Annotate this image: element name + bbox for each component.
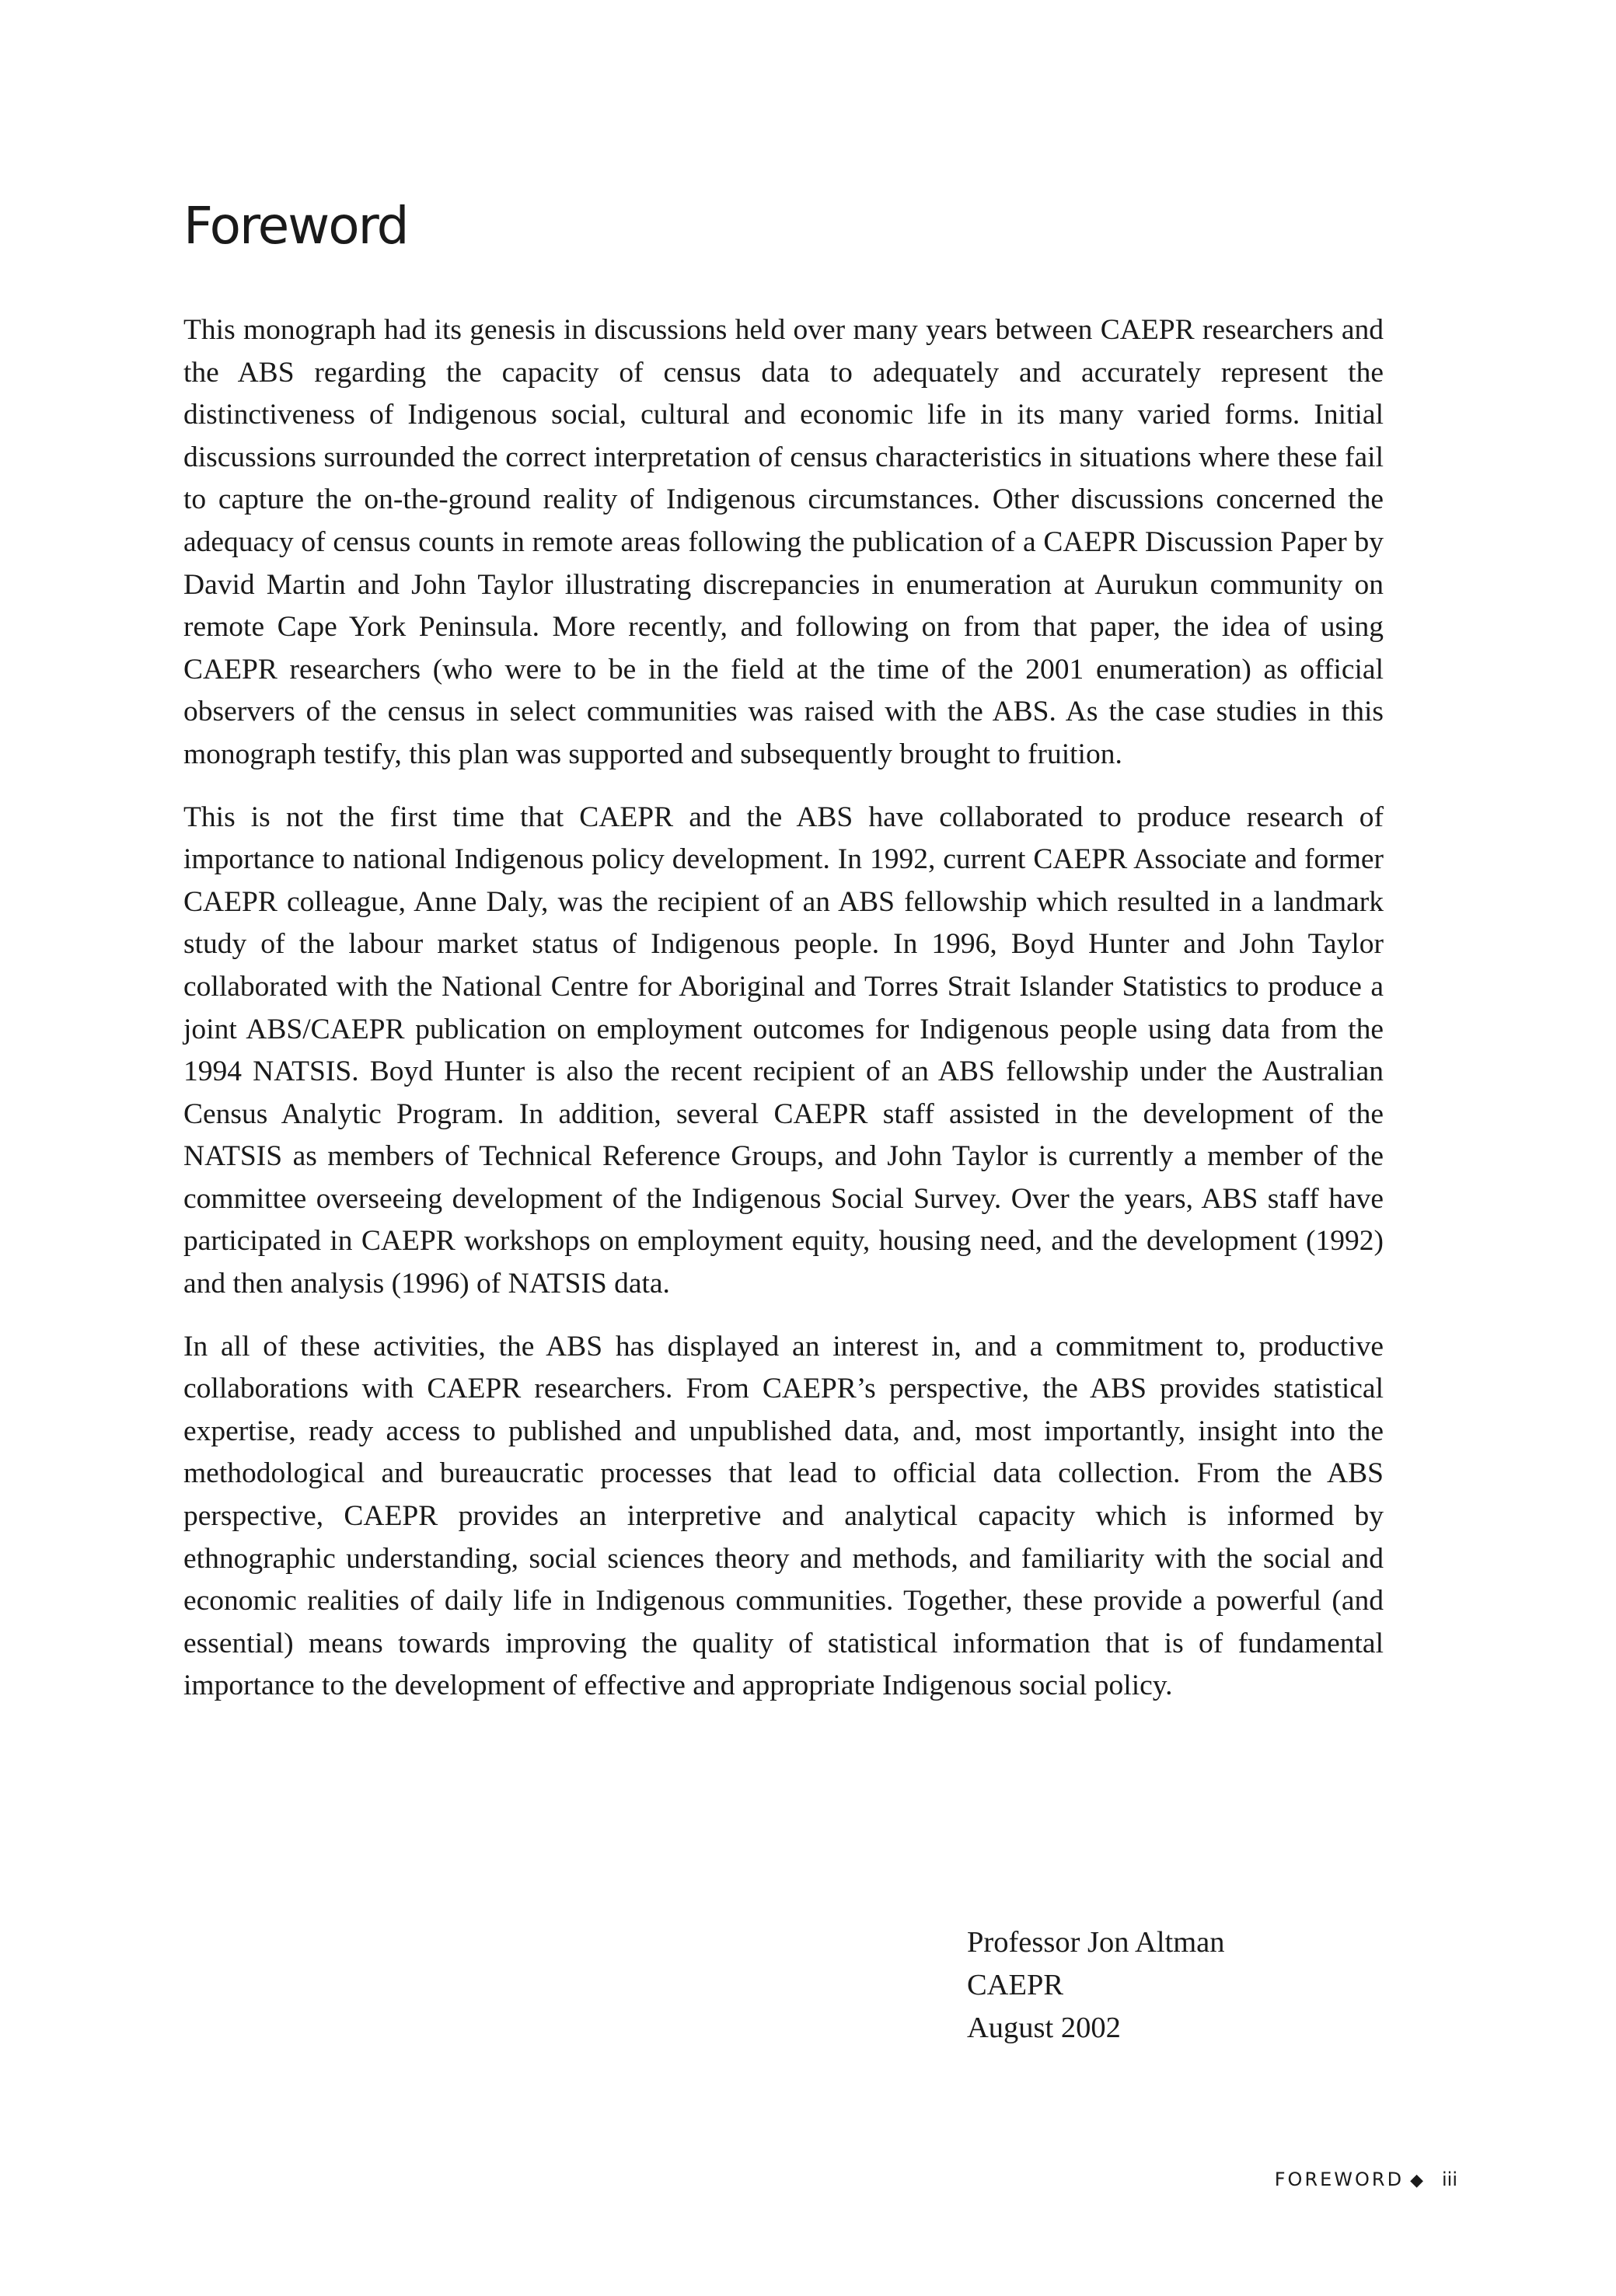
page-number: iii [1441,2169,1457,2190]
body-text [183,309,1384,1728]
page-title: Foreword [183,196,408,256]
diamond-icon: ◆ [1410,2171,1423,2190]
page-footer [1275,2170,1457,2190]
signature-date: August 2002 [967,2012,1121,2044]
footer-section-label: FOREWORD [1274,2169,1405,2190]
paragraph: In all of these activities, the ABS has displayed an interest in, and a commitment to, productive collaborations with CAEPR researchers. From CAEPR’s perspective, the ABS provides statistical expertise, ready access to published and unpublished data, and, most importantly, insight into the methodological and bureaucratic processes that lead to official data collection. From the ABS perspective, CAEPR provides an interpretive and analytical capacity which is informed by ethnographic understanding, social sciences theory and methods, and familiarity with the social and economic realities of daily life in Indigenous communities. Together, these provide a powerful (and essential) means towards improving the quality of statistical information that is of fundamental importance to the development of effective and appropriate Indigenous social policy. [183,1330,1384,1702]
paragraph: This is not the first time that CAEPR and the ABS have collaborated to produce research of importance to national Indigenous policy development. In 1992, current CAEPR Associate and former CAEPR colleague, Anne Daly, was the recipient of an ABS fellowship which resulted in a landmark study of the labour market status of Indigenous people. In 1996, Boyd Hunter and John Taylor collaborated with the National Centre for Aboriginal and Torres Strait Islander Statistics to produce a joint ABS/CAEPR publication on employment outcomes for Indigenous people using data from the 1994 NATSIS. Boyd Hunter is also the recent recipient of an ABS fellowship under the Australian Census Analytic Program. In addition, several CAEPR staff assisted in the development of the NATSIS as members of Technical Reference Groups, and John Taylor is currently a member of the committee overseeing development of the Indigenous Social Survey. Over the years, ABS staff have participated in CAEPR workshops on employment equity, housing need, and the development (1992) and then analysis (1996) of NATSIS data. [183,801,1384,1300]
signature-name: Professor Jon Altman [967,1926,1225,1959]
paragraph: This monograph had its genesis in discussions held over many years between CAEPR researchers and the ABS regarding the capacity of census data to adequately and accurately represent the distinctiveness of Indigenous social, cultural and economic life in its many varied forms. Initial discussions surrounded the correct interpretation of census characteristics in situations where these fail to capture the on-the-ground reality of Indigenous circumstances. Other discussions concerned the adequacy of census counts in remote areas following the publication of a CAEPR Discussion Paper by David Martin and John Taylor illustrating discrepancies in enumeration at Aurukun community on remote Cape York Peninsula. More recently, and following on from that paper, the idea of using CAEPR researchers (who were to be in the field at the time of the 2001 enumeration) as official observers of the census in select communities was raised with the ABS. As the case studies in this monograph testify, this plan was supported and subsequently brought to fruition. [183,314,1384,770]
signature-block [967,1921,1225,2050]
signature-organisation: CAEPR [967,1969,1064,2001]
